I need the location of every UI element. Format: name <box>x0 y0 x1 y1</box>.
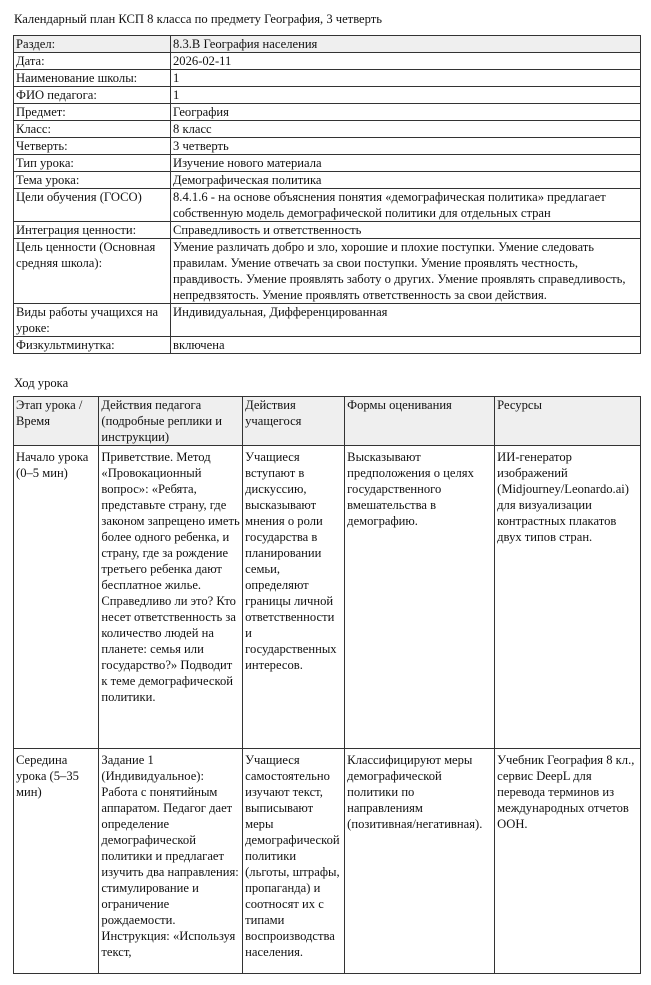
header-teacher-actions: Действия педагога (подробные реплики и инструкции) <box>99 397 243 446</box>
info-row <box>14 53 641 70</box>
info-value: Справедливость и ответственность <box>171 222 641 239</box>
resources-cell: Учебник География 8 кл., сервис DeepL для перевода терминов из международных отчетов ООН. <box>495 749 641 974</box>
info-value: Индивидуальная, Дифференцированная <box>171 304 641 337</box>
info-row <box>14 337 641 354</box>
info-label: Предмет: <box>14 104 171 121</box>
info-label: Интеграция ценности: <box>14 222 171 239</box>
info-value: 8 класс <box>171 121 641 138</box>
teacher-actions-cell: Задание 1 (Индивидуальное): Работа с понятийным аппаратом. Педагог дает определение демографической политики и предлагает изучить два направления: стимулирование и ограничение рождаемости. Инструкция: «Используя текст, <box>99 749 243 974</box>
info-value: 2026-02-11 <box>171 53 641 70</box>
info-label: Наименование школы: <box>14 70 171 87</box>
info-label: ФИО педагога: <box>14 87 171 104</box>
header-resources: Ресурсы <box>495 397 641 446</box>
info-label: Дата: <box>14 53 171 70</box>
info-label: Класс: <box>14 121 171 138</box>
info-label: Тема урока: <box>14 172 171 189</box>
info-row <box>14 36 641 53</box>
info-value: включена <box>171 337 641 354</box>
info-label: Виды работы учащихся на уроке: <box>14 304 171 337</box>
assessment-cell: Высказывают предположения о целях государственного вмешательства в демографию. <box>345 446 495 749</box>
header-stage: Этап урока / Время <box>14 397 99 446</box>
info-value: 8.4.1.6 - на основе объяснения понятия «демографическая политика» предлагает собственную модель демографической политики для отдельных стран <box>171 189 641 222</box>
info-value: 1 <box>171 70 641 87</box>
info-value: Умение различать добро и зло, хорошие и плохие поступки. Умение следовать правилам. Умение отвечать за свои поступки. Умение проявлять честность, правдивость. Умение проявлять заботу о других. Умение проявлять справедливость, непредвзятость. Умение проявлять ответственность за свои действия. <box>171 239 641 304</box>
info-label: Цель ценности (Основная средняя школа): <box>14 239 171 304</box>
teacher-actions-cell: Приветствие. Метод «Провокационный вопрос»: «Ребята, представьте страну, где законом запрещено иметь более одного ребенка, и страну, где за рождение третьего ребенка дают бесплатное жилье. Справедливо ли это? Кто несет ответственность за количество людей на планете: семья или государство?» Подводит к теме демографической политики. <box>99 446 243 749</box>
info-label: Цели обучения (ГОСО) <box>14 189 171 222</box>
info-row <box>14 70 641 87</box>
lesson-plan-table <box>13 396 641 974</box>
info-row <box>14 87 641 104</box>
resources-cell: ИИ-генератор изображений (Midjourney/Leonardo.ai) для визуализации контрастных плакатов двух типов стран. <box>495 446 641 749</box>
info-row <box>14 104 641 121</box>
plan-header-row <box>14 397 641 446</box>
header-student-actions: Действия учащегося <box>243 397 345 446</box>
info-row <box>14 138 641 155</box>
lesson-info-table <box>13 35 641 354</box>
info-value: 8.3.B География населения <box>171 36 641 53</box>
info-row <box>14 304 641 337</box>
info-row <box>14 121 641 138</box>
info-label: Раздел: <box>14 36 171 53</box>
info-row <box>14 189 641 222</box>
stage-cell: Начало урока (0–5 мин) <box>14 446 99 749</box>
info-value: География <box>171 104 641 121</box>
header-assessment: Формы оценивания <box>345 397 495 446</box>
info-label: Физкультминутка: <box>14 337 171 354</box>
info-value: Демографическая политика <box>171 172 641 189</box>
stage-cell: Середина урока (5–35 мин) <box>14 749 99 974</box>
plan-row <box>14 749 641 974</box>
info-label: Четверть: <box>14 138 171 155</box>
info-row <box>14 155 641 172</box>
student-actions-cell: Учащиеся самостоятельно изучают текст, выписывают меры демографической политики (льготы, штрафы, пропаганда) и соотносят их с типами воспроизводства населения. <box>243 749 345 974</box>
assessment-cell: Классифицируют меры демографической политики по направлениям (позитивная/негативная). <box>345 749 495 974</box>
info-row <box>14 222 641 239</box>
document-title: Календарный план КСП 8 класса по предмету География, 3 четверть <box>14 12 383 26</box>
info-value: Изучение нового материала <box>171 155 641 172</box>
info-label: Тип урока: <box>14 155 171 172</box>
lesson-flow-heading: Ход урока <box>14 376 69 390</box>
info-value: 1 <box>171 87 641 104</box>
student-actions-cell: Учащиеся вступают в дискуссию, высказывают мнения о роли государства в планировании семьи, определяют границы личной ответственности и государственных интересов. <box>243 446 345 749</box>
plan-row <box>14 446 641 749</box>
info-value: 3 четверть <box>171 138 641 155</box>
info-row <box>14 239 641 304</box>
info-row <box>14 172 641 189</box>
